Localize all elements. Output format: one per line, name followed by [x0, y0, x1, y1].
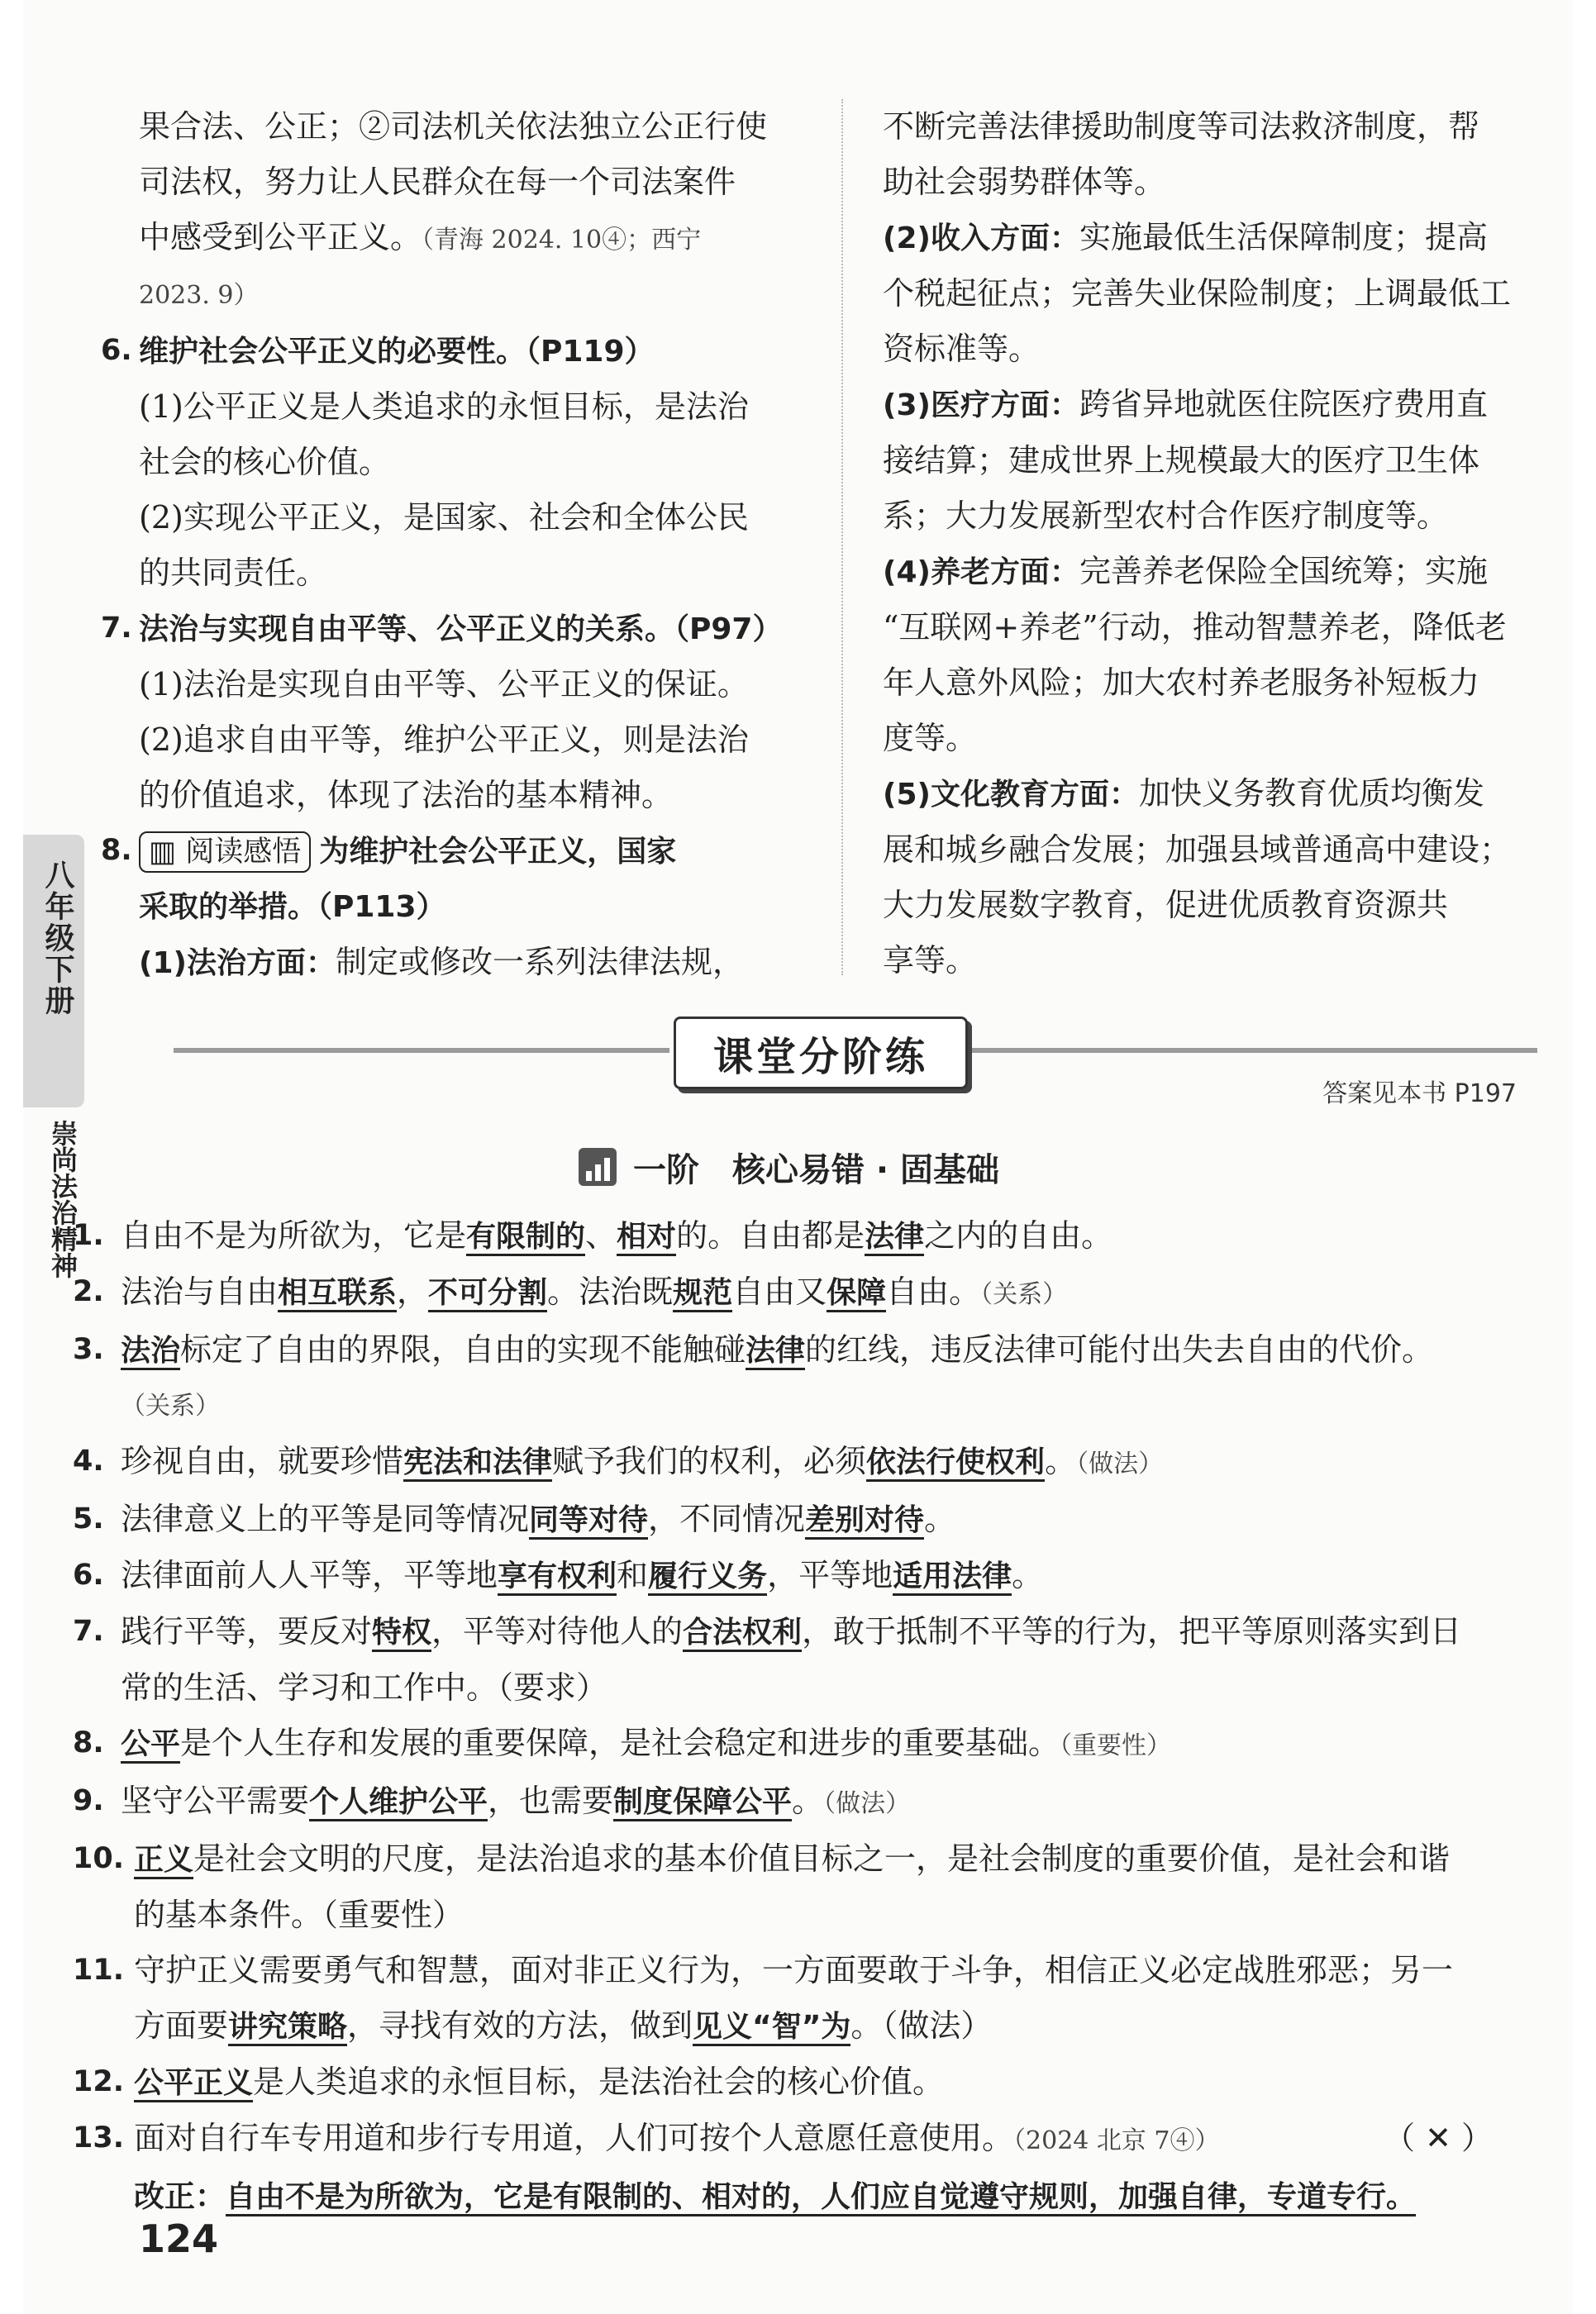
text-line: 的共同责任。 — [139, 555, 328, 591]
text-span: 制定或修改一系列法律法规， — [335, 944, 744, 980]
side-tab-grade: 八年级下册 — [40, 859, 74, 1017]
text-line: 度等。 — [883, 720, 978, 756]
text-line: 大力发展数字教育，促进优质教育资源共 — [883, 887, 1449, 923]
text-line: 享等。 — [883, 942, 978, 978]
text-line: 不断完善法律援助制度等司法救济制度，帮 — [883, 108, 1480, 145]
item-6-title — [101, 323, 810, 379]
text-line: (2)追求自由平等，维护公平正义，则是法治 — [139, 721, 749, 758]
text-span: 珍视自由，就要珍惜 — [121, 1443, 404, 1479]
stage-title — [579, 1142, 999, 1192]
text-span: 。 — [792, 1783, 824, 1819]
key-term: 公平 — [121, 1727, 180, 1764]
practice-item — [73, 1322, 1526, 1378]
category-note: （做法） — [1076, 1450, 1164, 1478]
text-span: 自由。 — [886, 1274, 981, 1310]
exam-source: （2024 北京 7④） — [1013, 2126, 1220, 2155]
key-term: 公平正义 — [134, 2066, 253, 2102]
reading-tag — [139, 831, 311, 873]
item-number: 6. — [73, 1559, 104, 1592]
text-line: 的基本条件。（重要性） — [134, 1897, 465, 1933]
text-span: 的。自由都是 — [676, 1217, 865, 1254]
text-span: 。法治既 — [547, 1274, 674, 1310]
text-line — [139, 210, 810, 268]
item-number: 6. — [101, 334, 132, 367]
practice-item — [73, 1831, 1526, 1888]
verdict-box: （ ✕ ） — [1384, 2120, 1493, 2156]
item-number: 11. — [73, 1954, 125, 1987]
item-number: 3. — [73, 1333, 104, 1366]
text-span: 自由不是为所欲为，它是 — [121, 1217, 467, 1254]
category-note: （做法） — [823, 1789, 911, 1818]
text-span: 方面要 — [134, 2007, 229, 2044]
text-span: 面对自行车专用道和步行专用道，人们可按个人意愿任意使用。 — [134, 2120, 1014, 2156]
key-term: 个人维护公平 — [309, 1785, 488, 1821]
text-span: 加快义务教育优质均衡发 — [1138, 775, 1484, 812]
text-span: 坚守公平需要 — [121, 1783, 310, 1819]
sub-label: (2)收入方面： — [883, 221, 1079, 255]
sub-label: (4)养老方面： — [883, 555, 1079, 589]
text-line — [883, 210, 1532, 266]
item-title: 法治与实现自由平等、公平正义的关系。（P97） — [139, 612, 783, 646]
correction-line — [121, 2169, 1526, 2225]
text-span: ，不同情况 — [648, 1501, 806, 1537]
key-term: 差别对待 — [805, 1503, 924, 1540]
key-term: 制度保障公平 — [613, 1785, 792, 1821]
key-term: 法律 — [746, 1334, 805, 1370]
text-line: 个税起征点；完善失业保险制度；上调最低工 — [883, 275, 1512, 312]
practice-item — [73, 1604, 1526, 1660]
sub-label: (5)文化教育方面： — [883, 778, 1139, 812]
item-number: 8. — [101, 834, 132, 867]
item-number: 10. — [73, 1842, 125, 1875]
item-number: 5. — [73, 1502, 104, 1536]
text-line — [139, 935, 810, 991]
text-span: 法律面前人人平等，平等地 — [121, 1557, 498, 1593]
item-8-title — [101, 823, 810, 879]
practice-item — [73, 1716, 1526, 1774]
page-number: 124 — [139, 2216, 219, 2261]
text-span: 。 — [1012, 1557, 1044, 1593]
practice-item — [73, 1208, 1526, 1264]
item-number: 13. — [73, 2121, 125, 2154]
practice-item — [73, 1943, 1526, 1998]
tag-label: 阅读感悟 — [185, 836, 302, 869]
key-term: 讲究策略 — [228, 2010, 347, 2046]
text-line: 资标准等。 — [883, 331, 1041, 367]
text-span: 标定了自由的界限，自由的实现不能触碰 — [180, 1331, 746, 1368]
text-line: 展和城乡融合发展；加强县域普通高中建设； — [883, 831, 1512, 868]
banner-rule-right — [967, 1048, 1537, 1053]
text-span: ，敢于抵制不平等的行为，把平等原则落实到日 — [802, 1613, 1462, 1650]
text-line: 社会的核心价值。 — [139, 444, 391, 480]
practice-item — [73, 1492, 1526, 1548]
key-term: 不可分割 — [428, 1276, 547, 1312]
item-number: 2. — [73, 1275, 104, 1308]
key-term: 合法权利 — [683, 1616, 802, 1652]
key-term: 正义 — [134, 1843, 193, 1879]
key-term: 依法行使权利 — [866, 1445, 1045, 1482]
item-title: 为维护社会公平正义，国家 — [319, 835, 677, 869]
text-span: ，寻找有效的方法，做到 — [347, 2007, 693, 2044]
correction-text: 自由不是为所欲为，它是有限制的、相对的，人们应自觉遵守规则，加强自律，专道专行。 — [226, 2180, 1416, 2216]
practice-item — [73, 1774, 1526, 1831]
correction-label: 改正： — [134, 2178, 226, 2214]
practice-list — [73, 1208, 1526, 2225]
category-note: （关系） — [121, 1392, 220, 1421]
practice-item — [73, 1548, 1526, 1604]
key-term: 宪法和法律 — [403, 1445, 552, 1482]
item-number: 9. — [73, 1784, 104, 1817]
book-icon: ▥ — [149, 836, 186, 869]
text-span: ，也需要 — [488, 1783, 614, 1819]
text-span: 是个人生存和发展的重要保障，是社会稳定和进步的重要基础。 — [180, 1725, 1060, 1761]
key-term: 相互联系 — [278, 1276, 397, 1312]
text-span: 法治与自由 — [121, 1274, 279, 1310]
right-column — [883, 99, 1532, 988]
item-number: 7. — [101, 612, 132, 645]
item-title: 维护社会公平正义的必要性。（P119） — [139, 335, 655, 369]
item-7-title — [101, 601, 810, 657]
text-span: 的红线，违反法律可能付出失去自由的代价。 — [805, 1331, 1434, 1368]
text-line: 助社会弱势群体等。 — [883, 164, 1166, 200]
text-line: 年人意外风险；加大农村养老服务补短板力 — [883, 664, 1480, 701]
key-term: 见义“智”为 — [693, 2010, 850, 2046]
exam-source: 2023. 9） — [139, 281, 259, 310]
item-number: 8. — [73, 1726, 104, 1759]
text-line: “互联网+养老”行动，推动智慧养老，降低老 — [883, 609, 1507, 645]
text-span: ，平等地 — [767, 1557, 893, 1593]
practice-item — [73, 1434, 1526, 1492]
key-term: 法律 — [865, 1220, 924, 1256]
text-line — [883, 377, 1532, 433]
stage-title-text: 一阶 核心易错 · 固基础 — [633, 1150, 1000, 1189]
text-span: 、 — [585, 1217, 617, 1254]
text-line: 常的生活、学习和工作中。（要求） — [121, 1669, 608, 1706]
item-number: 7. — [73, 1615, 104, 1648]
key-term: 有限制的 — [466, 1220, 585, 1256]
text-span: 。（做法） — [850, 2007, 993, 2044]
text-span: 实施最低生活保障制度；提高 — [1079, 219, 1488, 255]
text-line: 的价值追求，体现了法治的基本精神。 — [139, 777, 674, 813]
text-span: 法律意义上的平等是同等情况 — [121, 1501, 530, 1537]
key-term: 法治 — [121, 1334, 180, 1370]
text-line: 司法权，努力让人民群众在每一个司法案件 — [139, 164, 736, 200]
key-term: 相对 — [617, 1220, 676, 1256]
exam-source: （青海 2024. 10④；西宁 — [422, 226, 702, 255]
text-span: ， — [397, 1274, 429, 1310]
category-note: （重要性） — [1060, 1731, 1172, 1760]
text-line — [883, 766, 1532, 822]
section-banner: 课堂分阶练 — [674, 1017, 968, 1089]
key-term: 特权 — [372, 1616, 431, 1652]
text-span: 跨省异地就医住院医疗费用直 — [1079, 386, 1488, 422]
banner-rule-left — [174, 1048, 669, 1053]
sub-label: (3)医疗方面： — [883, 388, 1079, 422]
practice-item — [73, 2055, 1526, 2111]
text-line: 接结算；建成世界上规模最大的医疗卫生体 — [883, 442, 1480, 479]
answer-reference: 答案见本书 P197 — [1322, 1079, 1517, 1108]
text-span: 自由又 — [732, 1274, 827, 1310]
bar-chart-icon — [579, 1148, 617, 1186]
item-number: 12. — [73, 2065, 125, 2098]
left-column — [101, 99, 810, 991]
text-span: 是人类追求的永恒目标，是法治社会的核心价值。 — [253, 2064, 945, 2100]
text-span: 是社会文明的尺度，是法治追求的基本价值目标之一，是社会制度的重要价值，是社会和谐 — [193, 1840, 1451, 1877]
key-term: 享有权利 — [498, 1559, 617, 1596]
item-number: 4. — [73, 1445, 104, 1478]
key-term: 保障 — [827, 1276, 886, 1312]
text-span: 践行平等，要反对 — [121, 1613, 373, 1650]
key-term: 适用法律 — [893, 1559, 1012, 1596]
text-line — [121, 1998, 1526, 2055]
text-span: 守护正义需要勇气和智慧，面对非正义行为，一方面要敢于斗争，相信正义必定战胜邪恶；另一 — [134, 1952, 1454, 1988]
text-span: 之内的自由。 — [924, 1217, 1113, 1254]
text-span: 完善养老保险全国统筹；实施 — [1079, 553, 1488, 589]
category-note: （关系） — [980, 1280, 1068, 1309]
key-term: 规范 — [673, 1276, 732, 1312]
item-title-cont: 采取的举措。（P113） — [139, 890, 446, 924]
text-line: (2)实现公平正义，是国家、社会和全体公民 — [139, 499, 749, 536]
text-line: 系；大力发展新型农村合作医疗制度等。 — [883, 498, 1449, 534]
key-term: 履行义务 — [648, 1559, 767, 1596]
text-line — [883, 544, 1532, 600]
text-line: (1)公平正义是人类追求的永恒目标，是法治 — [139, 388, 749, 425]
text-span: 。 — [924, 1501, 956, 1537]
practice-item — [73, 2111, 1526, 2169]
text-line: 果合法、公正；②司法机关依法独立公正行使 — [139, 108, 768, 145]
side-tab-unit: 崇尚法治精神 — [47, 1120, 79, 1278]
practice-item — [73, 1264, 1526, 1322]
text-line: (1)法治是实现自由平等、公平正义的保证。 — [139, 666, 749, 702]
key-term: 同等对待 — [529, 1503, 648, 1540]
sub-label: (1)法治方面： — [139, 946, 336, 980]
text-span: 赋予我们的权利，必须 — [552, 1443, 867, 1479]
text-span: ，平等对待他人的 — [431, 1613, 684, 1650]
text-span: 和 — [617, 1557, 649, 1593]
text-span: 。 — [1045, 1443, 1077, 1479]
item-number: 1. — [73, 1219, 104, 1252]
text-span: 中感受到公平正义。 — [139, 219, 422, 255]
column-divider — [841, 99, 843, 975]
